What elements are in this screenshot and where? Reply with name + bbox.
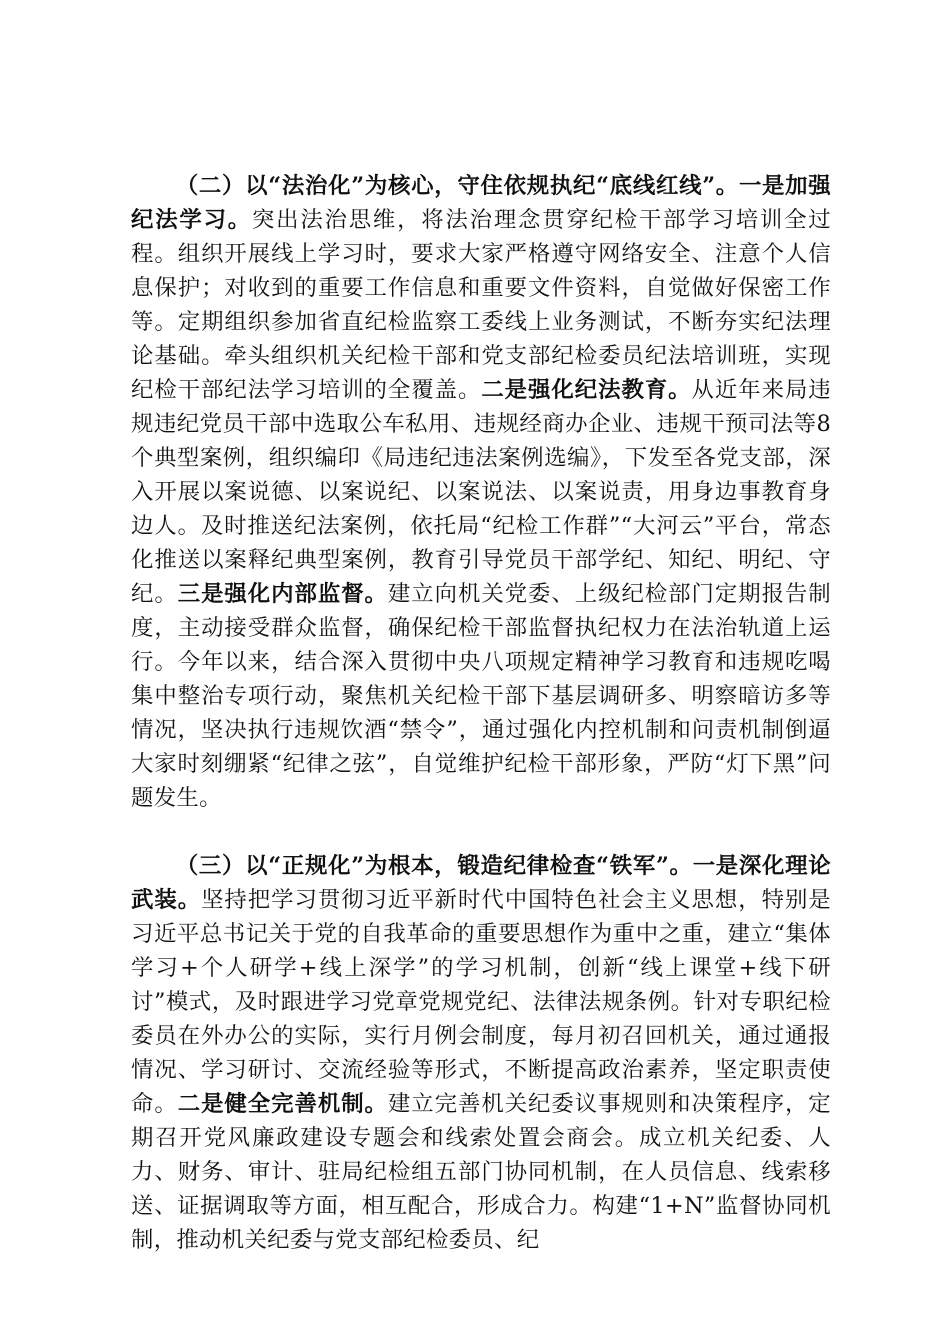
document-page — [131, 169, 831, 1257]
body-text: 突出法治思维，将法治理念贯穿纪检干部学习培训全过程。组织开展线上学习时，要求大家严格遵守网络安全、注意个人信息保护；对收到的重要工作信息和重要文件资料，自觉做好保密工作等。定期组织参加省直纪检监察工委线上业务测试，不断夯实纪法理论基础。牵头组织机关纪检干部和党支部纪检委员纪法培训班，实现纪检干部纪法学习培训的全覆盖。 — [131, 207, 832, 403]
body-text: 坚持把学习贯彻习近平新时代中国特色社会主义思想，特别是习近平总书记关于党的自我革命的重要思想作为重中之重，建立“集体学习+个人研学+线上深学”的学习机制，创新“线上课堂+线下研讨”模式，及时跟进学习党章党规党纪、法律法规条例。针对专职纪检委员在外办公的实际，实行月例会制度，每月初召回机关，通过通报情况、学习研讨、交流经验等形式，不断提高政治素养，坚定职责使命。 — [131, 887, 831, 1117]
point-heading: 二是强化纪法教育。 — [481, 377, 692, 403]
point-heading: 二是健全完善机制。 — [177, 1091, 388, 1117]
paragraph-section-2 — [131, 169, 831, 815]
body-text: 从近年来局违规违纪党员干部中选取公车私用、违规经商办企业、违规干预司法等8个典型案例，组织编印《局违纪违法案例选编》，下发至各党支部，深入开展以案说德、以案说纪、以案说法、以案说责，用身边事教育身边人。及时推送纪法案例，依托局“纪检工作群”“大河云”平台，常态化推送以案释纪典型案例，教育引导党员干部学纪、知纪、明纪、守纪。 — [131, 377, 831, 607]
body-text: 建立向机关党委、上级纪检部门定期报告制度，主动接受群众监督，确保纪检干部监督执纪权力在法治轨道上运行。今年以来，结合深入贯彻中央八项规定精神学习教育和违规吃喝集中整治专项行动，聚焦机关纪检干部下基层调研多、明察暗访多等情况，坚决执行违规饮酒“禁令”，通过强化内控机制和问责机制倒逼大家时刻绷紧“纪律之弦”，自觉维护纪检干部形象，严防“灯下黑”问题发生。 — [131, 581, 832, 811]
paragraph-section-3 — [131, 849, 831, 1257]
point-heading: 三是强化内部监督。 — [177, 581, 388, 607]
section-heading: （三）以“正规化”为根本，锻造纪律检查“铁军”。 — [175, 853, 693, 879]
body-text: 建立完善机关纪委议事规则和决策程序，定期召开党风廉政建设专题会和线索处置会商会。成立机关纪委、人力、财务、审计、驻局纪检组五部门协同机制，在人员信息、线索移送、证据调取等方面，相互配合，形成合力。构建“1+N”监督协同机制，推动机关纪委与党支部纪检委员、纪 — [131, 1091, 832, 1253]
point-heading: 一是加强纪法学习。 — [131, 173, 831, 233]
section-heading: （二）以“法治化”为核心，守住依规执纪“底线红线”。 — [175, 173, 739, 199]
point-heading: 一是深化理论武装。 — [131, 853, 831, 913]
